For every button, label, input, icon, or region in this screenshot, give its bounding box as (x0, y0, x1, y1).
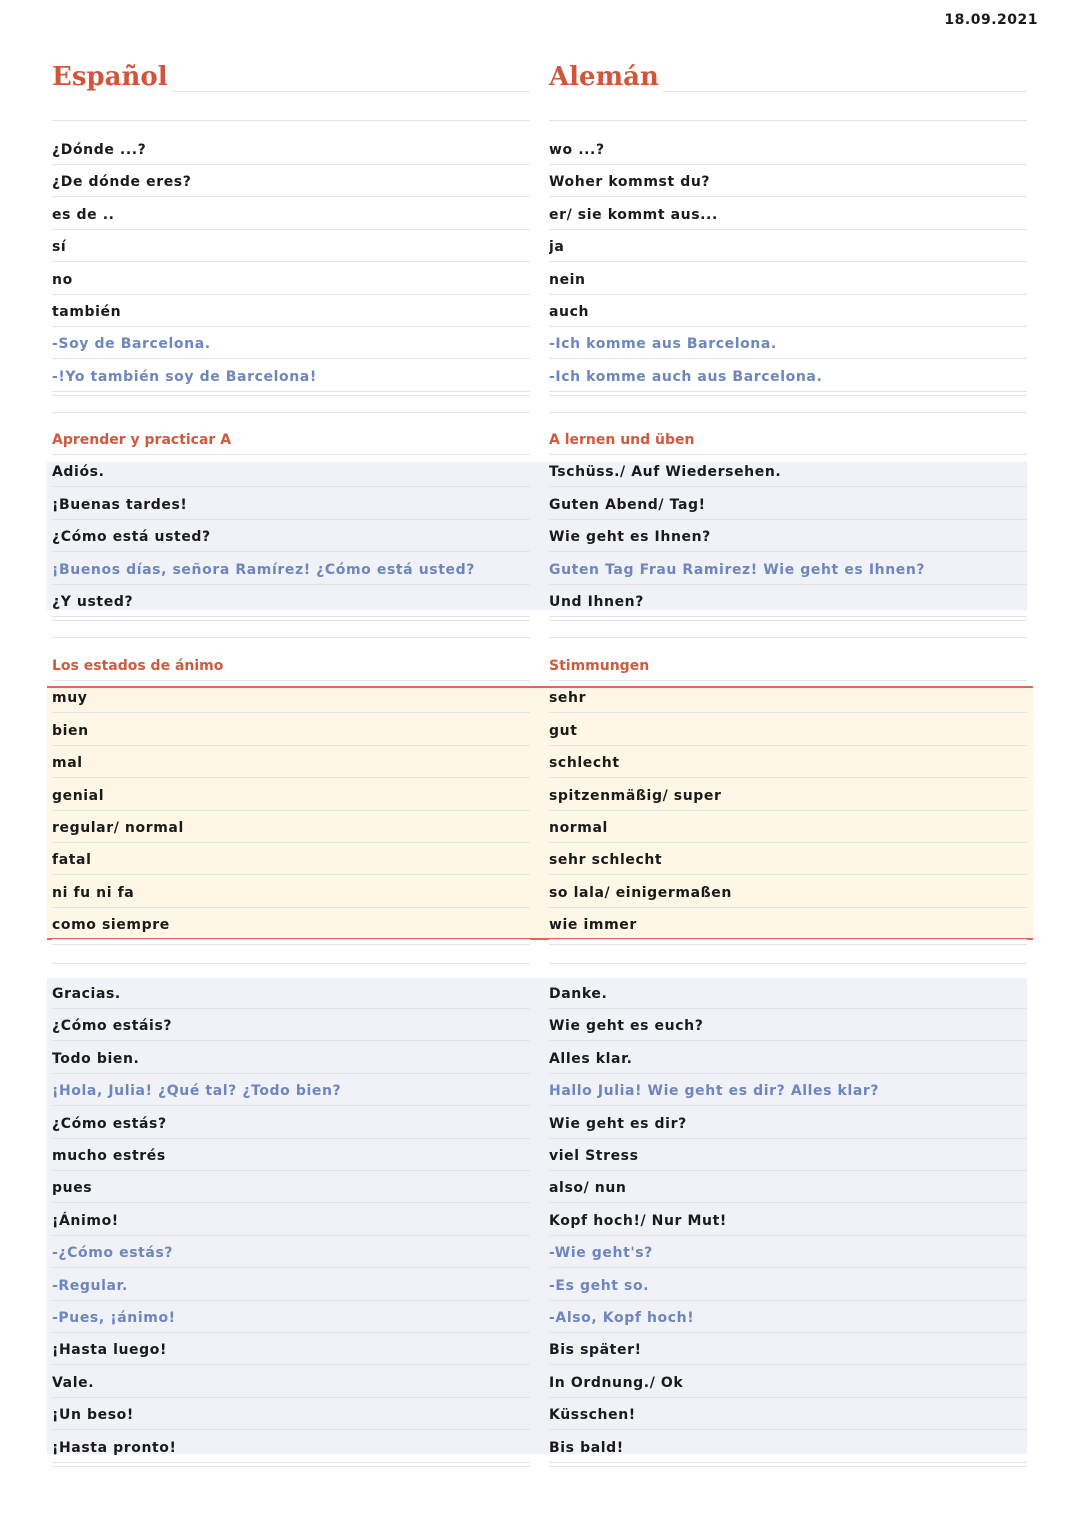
vocab-german: Bis später! (549, 1336, 1027, 1365)
vocab-german: Hallo Julia! Wie geht es dir? Alles klar? (549, 1077, 1027, 1106)
divider (52, 944, 530, 945)
vocab-german: gut (549, 717, 1027, 746)
vocab-spanish: pues (52, 1174, 530, 1203)
vocab-spanish: Adiós. (52, 458, 530, 487)
vocab-spanish: -Regular. (52, 1272, 530, 1301)
divider (549, 412, 1027, 413)
vocab-german: auch (549, 298, 1027, 327)
header-german: Alemán (549, 63, 1027, 92)
vocab-german: -Also, Kopf hoch! (549, 1304, 1027, 1333)
vocab-spanish: es de .. (52, 201, 530, 230)
section-title-es: Aprender y practicar A (52, 426, 530, 455)
vocab-german: Guten Abend/ Tag! (549, 491, 1027, 520)
vocab-german: ja (549, 233, 1027, 262)
vocab-spanish: ¿Dónde ...? (52, 136, 530, 165)
vocab-german: Alles klar. (549, 1045, 1027, 1074)
vocab-spanish: mal (52, 749, 530, 778)
vocab-spanish: ¡Un beso! (52, 1401, 530, 1430)
vocab-spanish: fatal (52, 846, 530, 875)
vocab-spanish: sí (52, 233, 530, 262)
vocab-german: wie immer (549, 911, 1027, 940)
divider (52, 395, 530, 396)
vocab-german: schlecht (549, 749, 1027, 778)
divider (549, 944, 1027, 945)
header-spanish: Español (52, 63, 530, 92)
vocab-spanish: ¿Cómo estás? (52, 1110, 530, 1139)
vocab-spanish: ni fu ni fa (52, 879, 530, 908)
vocab-spanish: -¿Cómo estás? (52, 1239, 530, 1268)
vocab-spanish: Gracias. (52, 980, 530, 1009)
vocab-spanish: ¡Buenos días, señora Ramírez! ¿Cómo está usted? (52, 556, 530, 585)
divider (549, 637, 1027, 638)
vocab-german: Danke. (549, 980, 1027, 1009)
vocab-german: Wie geht es euch? (549, 1012, 1027, 1041)
vocab-spanish: ¿De dónde eres? (52, 168, 530, 197)
vocab-german: wo ...? (549, 136, 1027, 165)
divider (52, 412, 530, 413)
vocab-spanish: ¿Y usted? (52, 588, 530, 617)
vocab-german: also/ nun (549, 1174, 1027, 1203)
vocab-spanish: Vale. (52, 1369, 530, 1398)
vocab-spanish: mucho estrés (52, 1142, 530, 1171)
divider (549, 1466, 1027, 1467)
vocab-spanish: -!Yo también soy de Barcelona! (52, 363, 530, 392)
section-title-de: Stimmungen (549, 652, 1027, 681)
vocab-spanish: como siempre (52, 911, 530, 940)
vocab-german: In Ordnung./ Ok (549, 1369, 1027, 1398)
vocab-german: Und Ihnen? (549, 588, 1027, 617)
vocab-spanish: ¡Buenas tardes! (52, 491, 530, 520)
vocab-german: Wie geht es dir? (549, 1110, 1027, 1139)
vocab-german: -Es geht so. (549, 1272, 1027, 1301)
divider (52, 1466, 530, 1467)
vocab-spanish: también (52, 298, 530, 327)
divider (52, 120, 530, 121)
vocab-spanish: muy (52, 684, 530, 713)
vocab-spanish: no (52, 266, 530, 295)
vocab-german: spitzenmäßig/ super (549, 782, 1027, 811)
vocab-german: -Ich komme aus Barcelona. (549, 330, 1027, 359)
vocab-spanish: ¡Ánimo! (52, 1207, 530, 1236)
vocab-german: Tschüss./ Auf Wiedersehen. (549, 458, 1027, 487)
section-title-es: Los estados de ánimo (52, 652, 530, 681)
vocab-spanish: ¡Hasta luego! (52, 1336, 530, 1365)
vocab-spanish: ¿Cómo estáis? (52, 1012, 530, 1041)
section-title-de: A lernen und üben (549, 426, 1027, 455)
vocab-german: sehr (549, 684, 1027, 713)
divider (52, 620, 530, 621)
divider (549, 120, 1027, 121)
vocab-spanish: -Pues, ¡ánimo! (52, 1304, 530, 1333)
vocab-spanish: -Soy de Barcelona. (52, 330, 530, 359)
vocab-german: so lala/ einigermaßen (549, 879, 1027, 908)
vocab-spanish: ¿Cómo está usted? (52, 523, 530, 552)
date-label: 18.09.2021 (944, 12, 1038, 28)
vocab-spanish: bien (52, 717, 530, 746)
vocab-german: Küsschen! (549, 1401, 1027, 1430)
vocab-german: er/ sie kommt aus... (549, 201, 1027, 230)
vocab-german: -Wie geht's? (549, 1239, 1027, 1268)
vocab-german: -Ich komme auch aus Barcelona. (549, 363, 1027, 392)
divider (52, 637, 530, 638)
vocab-spanish: ¡Hasta pronto! (52, 1434, 530, 1463)
vocab-german: normal (549, 814, 1027, 843)
vocab-spanish: Todo bien. (52, 1045, 530, 1074)
vocab-german: Wie geht es Ihnen? (549, 523, 1027, 552)
vocab-spanish: genial (52, 782, 530, 811)
vocab-german: Guten Tag Frau Ramirez! Wie geht es Ihnen? (549, 556, 1027, 585)
divider (549, 963, 1027, 964)
vocab-german: Woher kommst du? (549, 168, 1027, 197)
vocab-german: nein (549, 266, 1027, 295)
vocab-german: Kopf hoch!/ Nur Mut! (549, 1207, 1027, 1236)
vocab-spanish: ¡Hola, Julia! ¿Qué tal? ¿Todo bien? (52, 1077, 530, 1106)
vocab-german: Bis bald! (549, 1434, 1027, 1463)
vocab-german: viel Stress (549, 1142, 1027, 1171)
divider (549, 620, 1027, 621)
divider (549, 395, 1027, 396)
divider (52, 963, 530, 964)
vocab-german: sehr schlecht (549, 846, 1027, 875)
vocab-spanish: regular/ normal (52, 814, 530, 843)
